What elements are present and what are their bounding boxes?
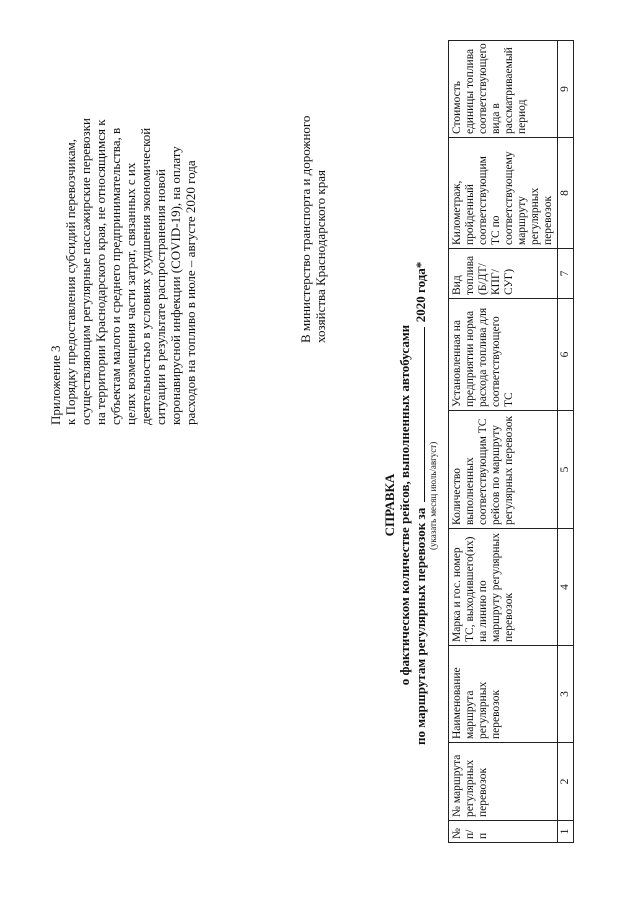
col-header-route-name: Наименование маршрута регулярных перевозок <box>449 646 558 743</box>
col-header-fuel-cost: Стоимость единицы топлива соответствующего вида в рассматриваемый период <box>449 41 558 138</box>
col-header-trips-count: Количество выполненных соответствующим ТС рейсов по маршруту регулярных перевозок <box>449 411 558 529</box>
flights-table <box>448 40 574 843</box>
col-header-fuel-norm: Установленная на предприятии норма расхода топлива для соответствующего ТС <box>449 299 558 411</box>
col-header-mileage: Километраж, пройденный соответствующим ТС по соответствующему маршруту регулярных перевозок <box>449 138 558 249</box>
col-header-fuel-type: Вид топлива (Б/ДТ/КПГ/СУГ) <box>449 249 558 299</box>
col-number-3: 3 <box>558 646 574 743</box>
col-number-5: 5 <box>558 411 574 529</box>
heading-title: СПРАВКА <box>382 473 397 537</box>
col-number-1: 1 <box>558 821 574 843</box>
period-hint: (указать месяц июль/август) <box>428 441 438 550</box>
col-header-vehicle: Марка и гос. номер ТС, выходившего(их) на линию по маршруту регулярных перевозок <box>449 529 558 646</box>
appendix-text: к Порядку предоставления субсидий перевозчикам, осуществляющим регулярные пассажирские перевозки на территории Краснодарского края, не относящимся к субъектам малого и среднего предпринимательства, в целях возмещения части затрат, связанных с их деятельностью в условиях ухудшения экономической ситуации в результате распространения новой коронавирусной инфекции (COVID-19), на оплату расходов на топливо в июле – августе 2020 года <box>63 118 198 425</box>
col-number-4: 4 <box>558 529 574 646</box>
heading-period-line <box>412 261 428 745</box>
period-blank-field[interactable] <box>412 328 425 503</box>
col-number-2: 2 <box>558 743 574 821</box>
col-header-route-number: № маршрута регулярных перевозок <box>449 743 558 821</box>
col-number-6: 6 <box>558 299 574 411</box>
table-column-numbers-row <box>558 41 574 843</box>
heading-period-suffix: 2020 года* <box>413 261 428 323</box>
appendix-title: Приложение 3 <box>48 345 63 425</box>
table-header-row <box>449 41 558 843</box>
col-number-9: 9 <box>558 41 574 138</box>
col-header-number: № п/п <box>449 821 558 843</box>
col-number-8: 8 <box>558 138 574 249</box>
appendix-block <box>48 115 198 425</box>
col-number-7: 7 <box>558 249 574 299</box>
recipient-block: В министерство транспорта и дорожного хозяйства Краснодарского края <box>298 115 328 343</box>
heading-period-prefix: по маршрутам регулярных перевозок за <box>413 507 428 745</box>
document-heading <box>382 261 438 745</box>
heading-subtitle: о фактическом количестве рейсов, выполненных автобусами <box>397 324 412 686</box>
